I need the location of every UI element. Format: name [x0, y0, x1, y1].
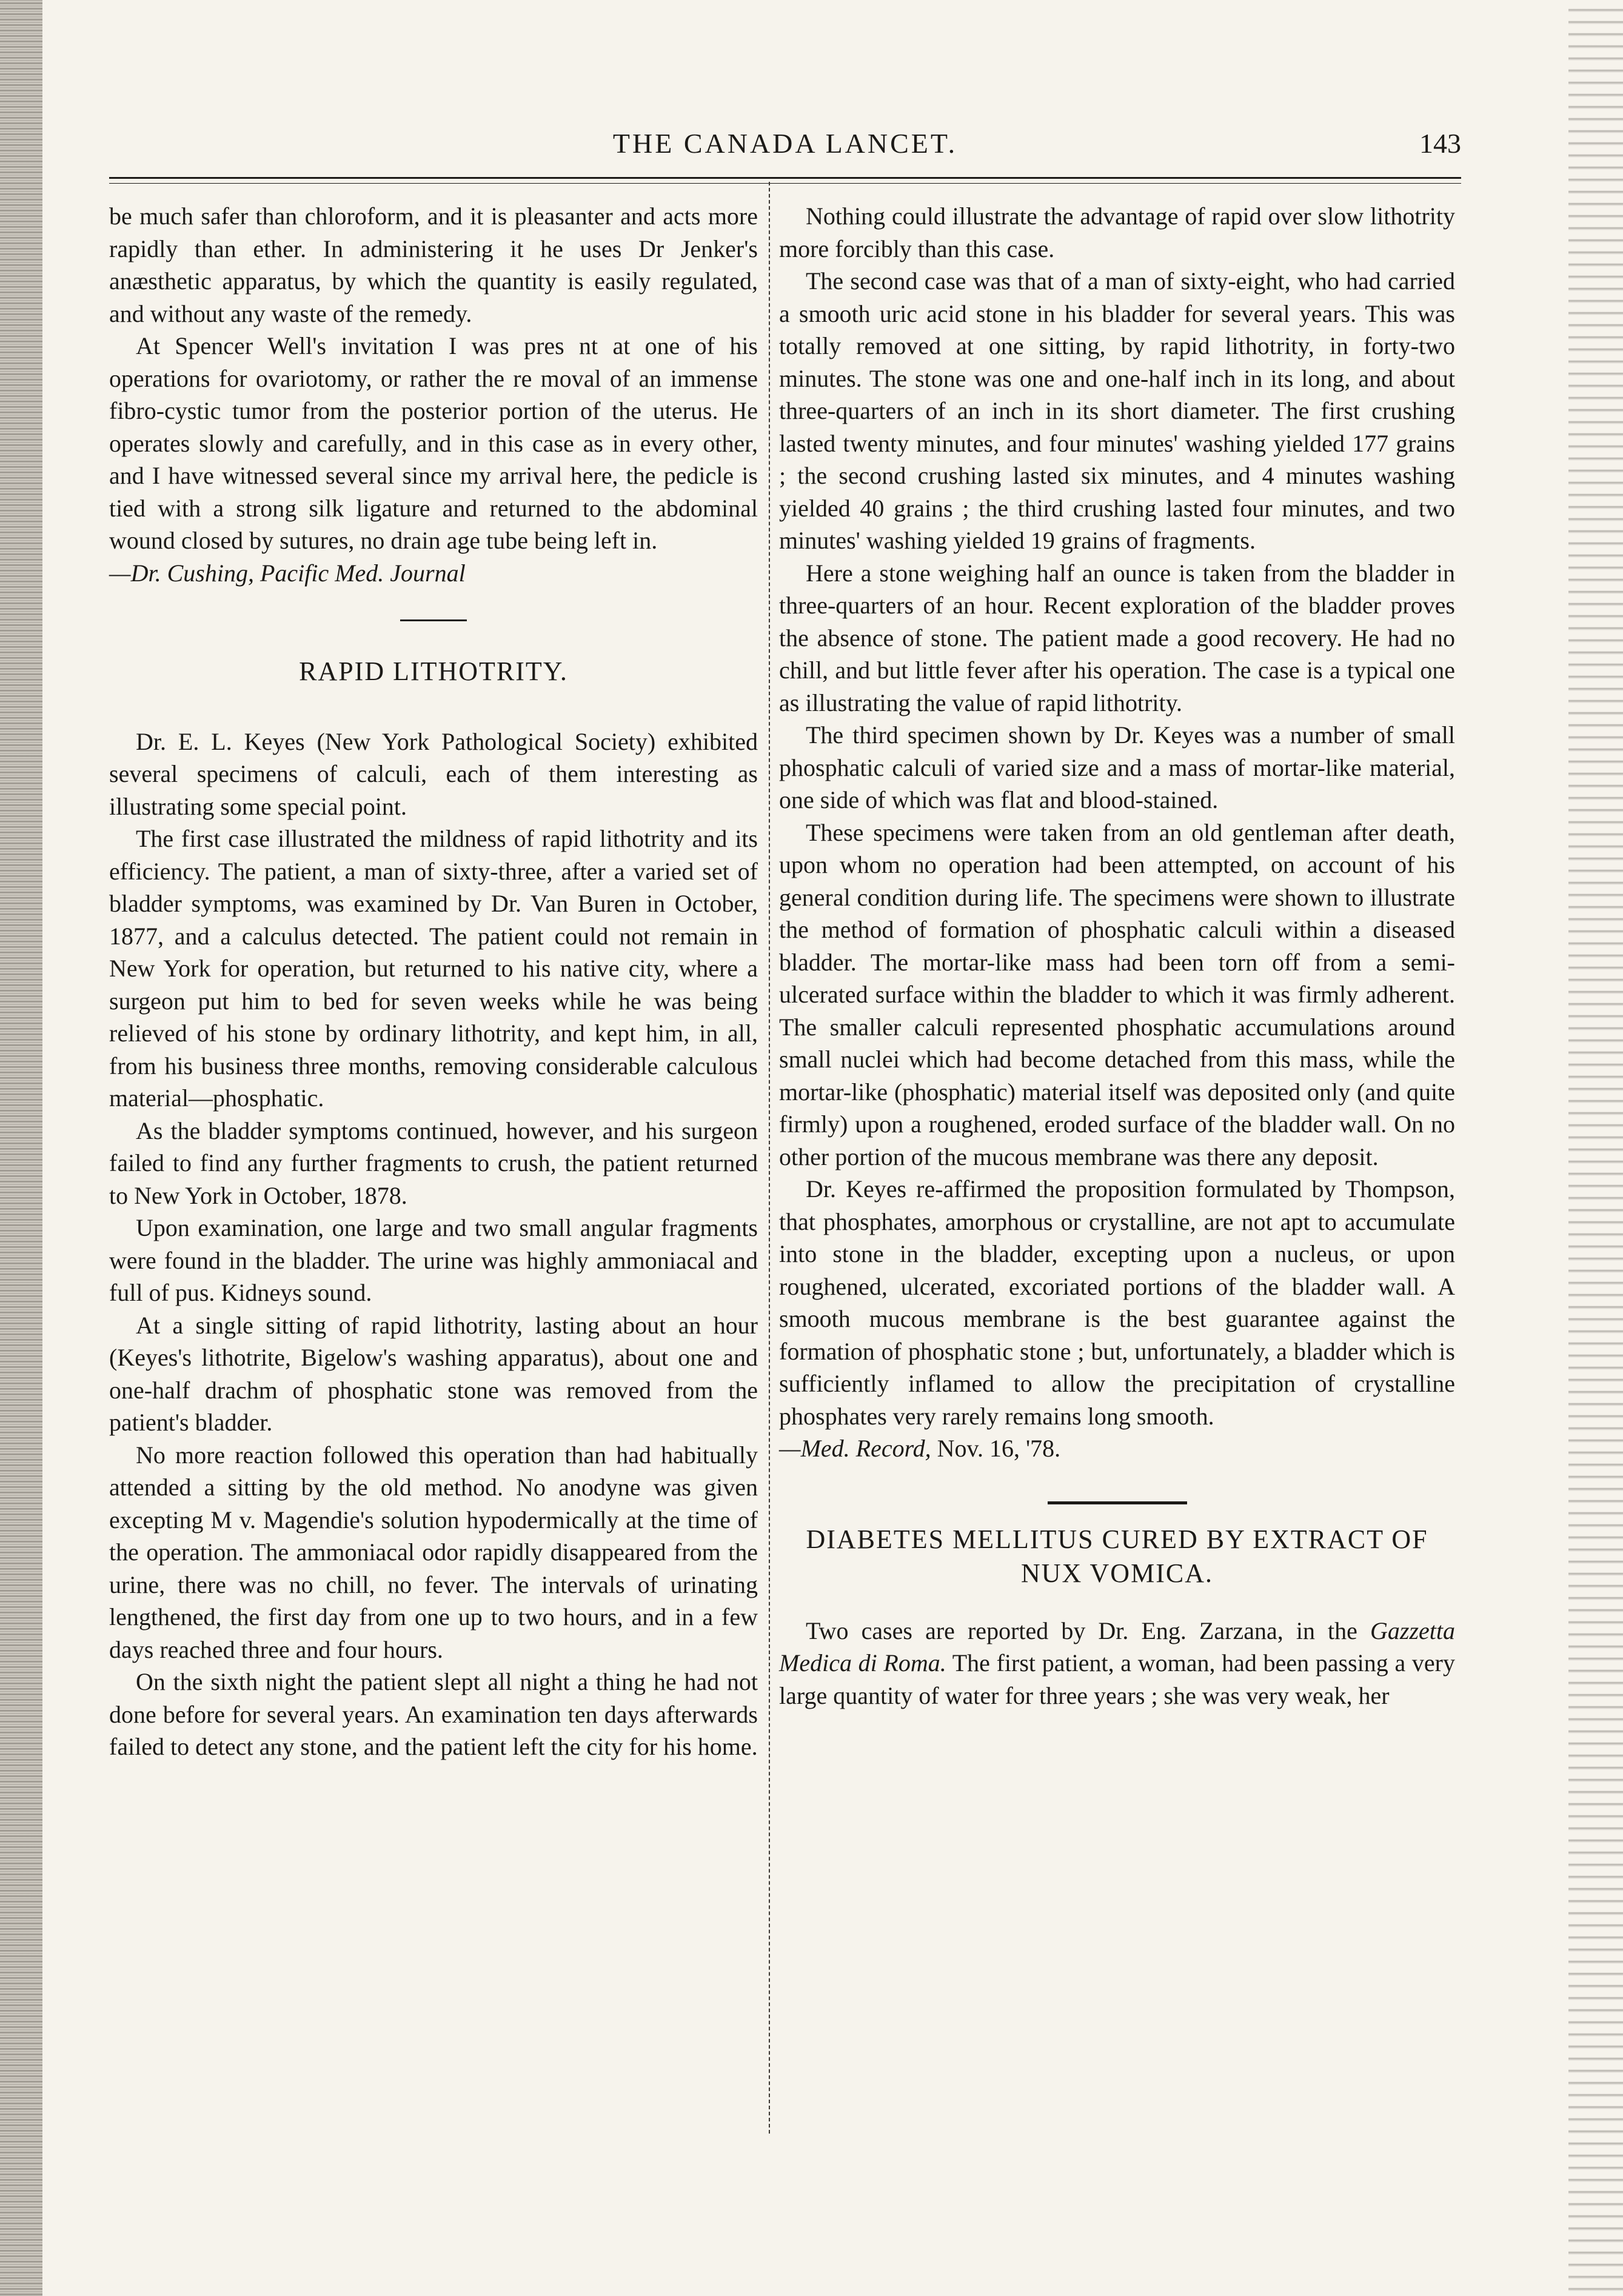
section-separator: [1048, 1501, 1187, 1504]
paragraph: At a single sitting of rapid lithotrity, lasting about an hour (Keyes's lithotrite, Bigelow's washing apparatus), about one and one-half drachm of phosphatic stone was removed from the patient's bladder.: [109, 1311, 758, 1436]
paragraph: Nothing could illustrate the advantage of rapid over slow lithotrity more forcibly than this case.: [779, 202, 1455, 262]
page-number: 143: [1419, 128, 1461, 159]
header-rule: [109, 177, 1461, 179]
paragraph: On the sixth night the patient slept all night a thing he had not done before for several years. An examination ten days afterwards failed to detect any stone, and the patient left the city for his home.: [109, 1668, 758, 1760]
citation-source: —Med. Record,: [779, 1435, 931, 1462]
citation-date: Nov. 16, '78.: [937, 1435, 1061, 1462]
paragraph: Here a stone weighing half an ounce is taken from the bladder in three-quarters of an hour. Recent exploration of the bladder proves the absence of stone. The patient made a good recovery. He had no chill, and but little fever after his operation. The case is a typical one as illustrating the value of rapid lithotrity.: [779, 559, 1455, 716]
journal-name: Gazzetta Medica di Roma.: [779, 1617, 1456, 1677]
binding-edge: [0, 0, 42, 2296]
section-separator: [400, 619, 467, 621]
right-column: [779, 200, 1455, 1712]
paragraph: No more reaction followed this operation than had habitually attended a sitting by the old method. No anodyne was given excepting M v. Magendie's solution hypodermically at the time of the operation. The ammoniacal odor rapidly disappeared from the urine, there was no chill, no fever. The intervals of urinating lengthened, the first day from one up to two hours, and in a few days reached three and four hours.: [109, 1441, 758, 1663]
paragraph: Upon examination, one large and two small angular fragments were found in the bladder. The urine was highly ammoniacal and full of pus. Kidneys sound.: [109, 1214, 758, 1306]
paragraph: [779, 1615, 1455, 1712]
paragraph: These specimens were taken from an old gentleman after death, upon whom no operation had been attempted, on account of his general condition during life. The specimens were shown to illustrate the method of formation of phosphatic calculi within a diseased bladder. The mortar-like mass had been torn off from a semi-ulcerated surface within the bladder to which it was firmly adherent. The smaller calculi represented phosphatic accumulations around small nuclei which had become detached from this mass, while the mortar-like (phosphatic) material itself was deposited only (and quite firmly) upon a roughened, eroded surface of the bladder wall. On no other portion of the mucous membrane was there any deposit.: [779, 818, 1455, 1170]
paragraph-text: Two cases are reported by Dr. Eng. Zarzana, in the: [806, 1617, 1357, 1644]
paragraph: be much safer than chloroform, and it is pleasanter and acts more rapidly than ether. In administering it he uses Dr Jenker's anæsthetic apparatus, by which the quantity is easily regulated, and without any waste of the remedy.: [109, 202, 758, 327]
paragraph: As the bladder symptoms continued, however, and his surgeon failed to find any further fragments to crush, the patient returned to New York in October, 1878.: [109, 1116, 758, 1209]
citation: [779, 1432, 1455, 1465]
journal-title: THE CANADA LANCET.: [612, 128, 958, 159]
section-title: RAPID LITHOTRITY.: [299, 656, 568, 686]
citation: —Dr. Cushing, Pacific Med. Journal: [109, 559, 466, 587]
paragraph-text: The first patient, a woman, had been passing a very large quantity of water for three years ; she was very weak, her: [779, 1649, 1455, 1709]
page-edge-artifacts: [1568, 0, 1623, 2296]
paragraph: The first case illustrated the mildness of rapid lithotrity and its efficiency. The patient, a man of sixty-three, after a varied set of bladder symptoms, was examined by Dr. Van Buren in October, 1877, and a calculus detected. The patient could not remain in New York for operation, but returned to his native city, where a surgeon put him to bed for seven weeks while he was being relieved of his stone by ordinary lithotrity, and kept him, in all, from his business three months, removing considerable calculous material—phosphatic.: [109, 825, 758, 1112]
paragraph: The third specimen shown by Dr. Keyes was a number of small phosphatic calculi of varied size and a mass of mortar-like material, one side of which was flat and blood-stained.: [779, 721, 1455, 813]
header-rule-thin: [109, 183, 1461, 184]
paragraph: The second case was that of a man of sixty-eight, who had carried a smooth uric acid stone in his bladder for several years. This was totally removed at one sitting, by rapid lithotrity, in forty-two minutes. The stone was one and one-half inch in its long, and about three-quarters of an inch in its short diameter. The first crushing lasted twenty minutes, and four minutes' washing yielded 177 grains ; the second crushing lasted six minutes, and 4 minutes washing yielded 40 grains ; the third crushing lasted four minutes, and two minutes' washing yielded 19 grains of fragments.: [779, 267, 1455, 554]
running-header: [109, 127, 1461, 170]
paragraph: At Spencer Well's invitation I was pres nt at one of his operations for ovariotomy, or rather the re moval of an immense fibro-cystic tumor from the posterior portion of the uterus. He operates slowly and carefully, and in this case as in every other, and I have witnessed several since my arrival here, the pedicle is tied with a strong silk ligature and returned to the abdominal wound closed by sutures, no drain age tube being left in.: [109, 332, 758, 554]
column-divider: [769, 182, 770, 2134]
left-column: [109, 200, 758, 1763]
paragraph: Dr. Keyes re-affirmed the proposition formulated by Thompson, that phosphates, amorphous or crystalline, are not apt to accumulate into stone in the bladder, excepting upon a nucleus, or upon roughened, ulcerated, excoriated portions of the bladder wall. A smooth mucous membrane is the best guarantee against the formation of phosphatic stone ; but, unfortunately, a bladder which is sufficiently inflamed to allow the precipitation of crystalline phosphates very rarely remains long smooth.: [779, 1175, 1455, 1430]
paragraph: Dr. E. L. Keyes (New York Pathological Society) exhibited several specimens of calculi, each of them interesting as illustrating some special point.: [109, 727, 758, 820]
section-title: DIABETES MELLITUS CURED BY EXTRACT OF NUX VOMICA.: [806, 1524, 1428, 1588]
